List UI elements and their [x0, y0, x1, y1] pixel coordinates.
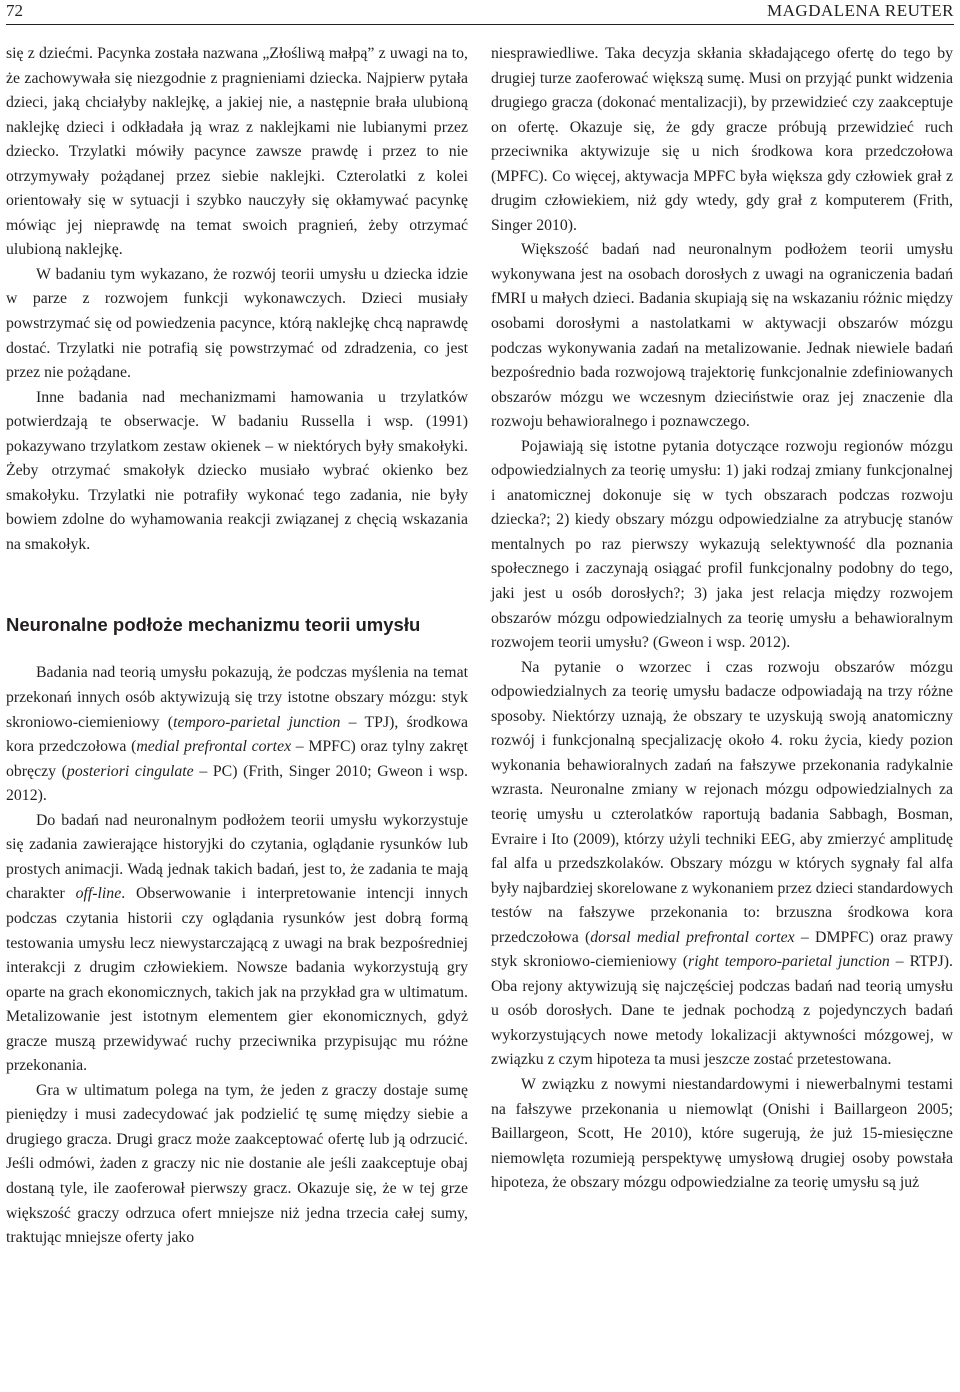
running-head-author: MAGDALENA REUTER: [767, 1, 954, 20]
paragraph: się z dziećmi. Pacynka została nazwana „Złośliwą małpą” z uwagi na to, że zachowywała się niezgodnie z pragnieniami dziecka. Najpierw pytała dzieci, jaką chciałyby naklejkę, a jakiej nie, a następnie brała ulubioną naklejkę dzieci i odkładała ją wraz z naklejkami nie lubianymi przez dziecko. Trzylatki mówiły pacyncе zawsze prawdę i przez to nie otrzymywały pożądanej przez siebie naklejki. Czterolatki z kolei orientowały się w sytuacji i szybko nauczyły się okłamywać pacynkę mówiąc jej nieprawdę na temat swoich pragnień, żeby otrzymać ulubioną naklejkę.: [6, 45, 468, 259]
text-run: Badania nad teorią umysłu pokazują, że podczas myślenia na temat przekonań innych osób aktywizują się trzy istotne obszary mózgu: styk skroniowo-ciemieniowy (: [6, 664, 468, 731]
text-run: – DMPFC) oraz prawy styk skroniowo-ciemieniowy (: [491, 928, 953, 971]
section-heading: Neuronalne podłoże mechanizmu teorii umysłu: [6, 614, 421, 636]
text-run: – TPJ), środkowa kora przedczołowa (: [6, 713, 468, 756]
page-number: 72: [6, 1, 23, 20]
paragraph: Pojawiają się istotne pytania dotyczące rozwoju regionów mózgu odpowiedzialnych za teorię umysłu: 1) jaki rodzaj zmiany funkcjonalnej i anatomicznej dokonuje się w tych obszarach podczas rozwoju dziecka?; 2) kiedy obszary mózgu odpowiedzialne za atrybucję stanów mentalnych po raz pierwszy wykazują selektywność dla poznania społecznego i zaczynają osiągać profil funkcjonalny podobny do tego, jaki jest u osób dorosłych?; 3) jaka jest relacja między rozwojem obszarów mózgu odpowiedzialnych za teorię umysłu a behawioralnym rozwojem teorii umysłu? (Gweon i wsp. 2012).: [491, 437, 953, 652]
text-run: – RTPJ). Oba rejony aktywizują się najczęściej podczas badań nad teorią umysłu u osób dorosłych. Dane te jednak pochodzą z pojedynczych badań wykorzystujących nowe metody lokalizacji aktywności mózgowej, w związku z czym hipoteza ta musi jeszcze zostać przetestowana.: [491, 953, 953, 1069]
paragraph: Większość badań nad neuronalnym podłożem teorii umysłu wykonywana jest na osobach dorosłych z uwagi na ograniczenia badań fMRI u małych dzieci. Badania skupiają się na wskazaniu różnic między osobami dorosłymi a nastolatkami w aktywacji obszarów mózgu podczas wykonywania zadań na metalizowanie. Jednak niewiele badań bezpośrednio bada rozwojową trajektorię funkcjonalnie zdefiniowanych obszarów mózgu we wczesnym dzieciństwie oraz jej znaczenie dla rozwoju behawioralnego i poznawczego.: [491, 241, 953, 431]
text-run: – MPFC) oraz tylny zakręt obręczy (: [6, 738, 469, 780]
text-run: – PC) (Frith, Singer 2010; Gweon i wsp. 2012).: [6, 762, 468, 805]
italic-term: right temporo-parietal junction: [688, 953, 890, 971]
italic-term: dorsal medial prefrontal cortex: [590, 928, 795, 946]
right-column: [491, 42, 953, 1196]
text-run: Na pytanie o wzorzec i czas rozwoju obszarów mózgu odpowiedzialnych za teorię umysłu badacze odpowiadają na trzy różne sposoby. Niektórzy uznają, że obszary te uzyskują swoją anatomiczny rozwój i funkcjonalną specjalizację około 4. roku życia, kiedy pozion wykonania behawioralnych zadań na fałszywe przekonania radykalnie wzrasta. Neuronalne zmiany w rejonach mózgu odpowiedzialnych za teorię umysłu u czterolatków raportują badania Sabbagh, Bosman, Evraire i Ito (2009), którzy użyli techniki EEG, aby zmierzyć amplitudę fal alfa u przedszkolaków. Obszary mózgu w których sygnały fal alfa były najbardziej skorelowane z wykonaniem przez dzieci standardowych testów na fałszywe przekonania to: brzuszna środkowa kora przedczołowa (: [491, 658, 953, 946]
paragraph: Inne badania nad mechanizmami hamowania u trzylatków potwierdzają te obserwacje. W badaniu Russella i wsp. (1991) pokazywano trzylatkom zestaw okienek – w niektórych były smakołyki. Żeby otrzymać smakołyk dziecko musiało wybrać okienko bez smakołyku. Trzylatki nie potrafiły wykonać tego zadania, nie były bowiem zdolne do wyhamowania reakcji związanej z chęcią wskazania na smakołyk.: [6, 388, 468, 553]
running-header: [6, 0, 954, 25]
text-run: . Obserwowanie i interpretowanie intencji innych podczas czytania historii czy oglądania rysunków jest dobrą formą testowania umysłu lecz niewystarczającą z uwagi na brak bezpośredniej interakcji z drugim człowiekiem. Nowsze badania wykorzystują gry oparte na grach ekonomicznych, takich jak na przykład gra w ultimatum. Metalizowanie jest istotnym elementem gier ekonomicznych, gdyż gracze muszą przewidywać ruchy przeciwnika przypisując mu różne przekonania.: [6, 885, 468, 1075]
text-run: Do badań nad neuronalnym podłożem teorii umysłu wykorzystuje się zadania zawierające historyjki do czytania, oglądanie rysunków lub prostych animacji. Wadą jednak takich badań, jest to, że zadania te mają charakter: [6, 811, 468, 903]
italic-term: posteriori cingulate: [66, 762, 194, 780]
italic-term: temporo-parietal junction: [173, 713, 341, 731]
italic-term: medial prefrontal cortex: [136, 738, 292, 756]
left-column: [6, 42, 468, 1251]
paragraph: [6, 661, 468, 808]
paragraph: niesprawiedliwe. Taka decyzja skłania składającego ofertę do tego by drugiej turze zaoferować większą sumę. Musi on przyjąć punkt widzenia drugiego gracza (dokonać mentalizacji), by przewidzieć czy zaakceptuje on ofertę. Okazuje się, że gdy gracze próbują przewidzieć ruch przeciwnika aktywizuje się u nich środkowa kora przedczołowa (MPFC). Co więcej, aktywacja MPFC była większa gdy człowiek grał z drugim człowiekiem, niż gdy wtedy, gdy grał z komputerem (Frith, Singer 2010).: [491, 45, 953, 234]
paragraph: W badaniu tym wykazano, że rozwój teorii umysłu u dziecka idzie w parze z rozwojem funkcji wykonawczych. Dzieci musiały powstrzymać się od powiedzenia pacyncе, którą naklejkę chcą naprawdę dostać. Trzylatki nie potrafią się powstrzymać od zdradzenia, co jest przez nie pożądane.: [6, 265, 468, 382]
paragraph: [491, 656, 953, 1073]
paragraph: W związku z nowymi niestandardowymi i niewerbalnymi testami na fałszywe przekonania u niemowląt (Onishi i Baillargeon 2005; Baillargeon, Scott, He 2010), które sugerują, że już 15-miesięczne niemowlęta rozumieją perspektywę umysłową drugiej osoby powstała hipoteza, że obszary mózgu odpowiedzialne za teorię umysłu są już: [491, 1075, 953, 1192]
paragraph: Gra w ultimatum polega na tym, że jeden z graczy dostaje sumę pieniędzy i musi zadecydować jak podzielić tę sumę między siebie a drugiego gracza. Drugi gracz może zaakceptować ofertę lub ją odrzucić. Jeśli odmówi, żaden z graczy nic nie dostanie ale jeśli zaakceptuje obaj dostaną tyle, ile zaoferował pierwszy gracz. Okazuje się, że w tej grze większość graczy odrzuca ofert mniejsze niż jedna trzecia całej sumy, traktując mniejsze oferty jako: [6, 1081, 468, 1247]
paragraph: [6, 809, 468, 1079]
italic-term: off-line: [75, 885, 122, 903]
